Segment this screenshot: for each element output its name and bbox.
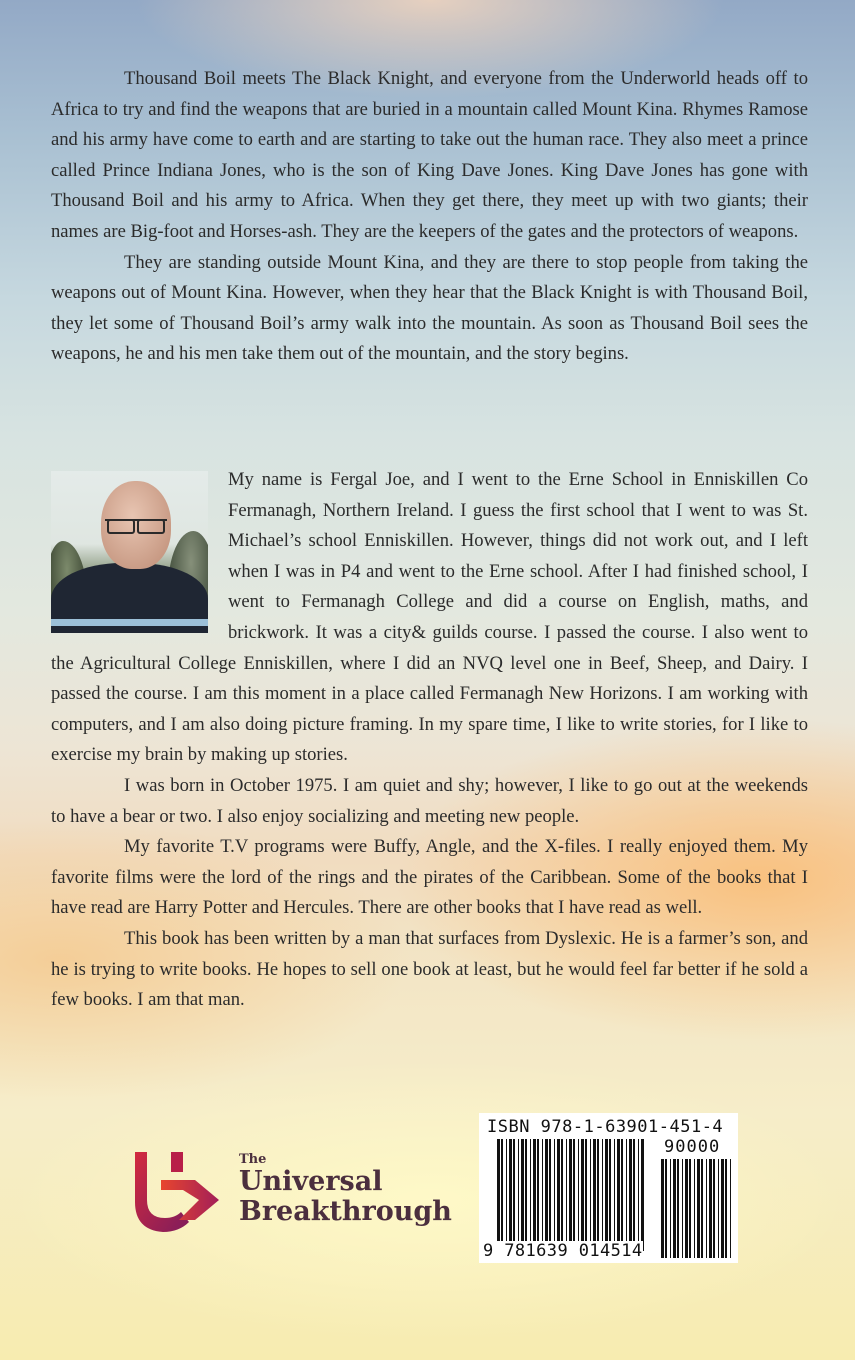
bio-paragraph: My name is Fergal Joe, and I went to the Erne School in Enniskillen Co Fermanagh, Northern Ireland. I guess the first school that I went to was St. Michael’s school Enniskillen. However, things did not work out, and I left when I was in P4 and went to the Erne school. After I had finished school, I went to Fermanagh College and did a course on English, maths, and brickwork. It was a city& guilds course. I passed the course. I also went to the Agricultural College Enniskillen, where I did an NVQ level one in Beef, Sheep, and Dairy. I passed the course. I am this moment in a place called Fermanagh New Horizons. I am working with computers, and I am also doing picture framing. In my spare time, I like to write stories, for I like to exercise my brain by making up stories. — [51, 469, 808, 766]
ean-digits: 9 781639 014514 — [483, 1241, 643, 1261]
isbn-barcode — [479, 1113, 738, 1263]
publisher-line-2: Breakthrough — [239, 1196, 452, 1227]
price-addon-code: 90000 — [664, 1137, 721, 1157]
publisher-line-1: Universal — [239, 1166, 383, 1197]
blurb-paragraph: They are standing outside Mount Kina, and they are there to stop people from taking the weapons out of Mount Kina. However, when they hear that the Black Knight is with Thousand Boil, they let some of Thousand Boil’s army walk into the mountain. As soon as Thousand Boil sees the weapons, he and his men take them out of the mountain, and the story begins. — [51, 251, 808, 365]
author-bio — [51, 465, 808, 1016]
publisher-logo-icon — [131, 1150, 221, 1232]
isbn-label: ISBN 978-1-63901-451-4 — [487, 1117, 724, 1137]
bio-paragraph: This book has been written by a man that surfaces from Dyslexic. He is a farmer’s son, and he is trying to write books. He hopes to sell one book at least, but he would feel far better if he sold a few books. I am that man. — [51, 927, 808, 1011]
bio-paragraph: My favorite T.V programs were Buffy, Angle, and the X-files. I really enjoyed them. My favorite films were the lord of the rings and the pirates of the Caribbean. Some of the books that I have read are Harry Potter and Hercules. There are other books that I have read as well. — [51, 836, 808, 919]
book-blurb — [51, 64, 808, 370]
author-photo — [51, 471, 208, 633]
bio-paragraph: I was born in October 1975. I am quiet and shy; however, I like to go out at the weekends to have a bear or two. I also enjoy socializing and meeting new people. — [51, 774, 808, 827]
publisher-the: The — [239, 1152, 267, 1167]
publisher-name — [239, 1152, 452, 1227]
blurb-paragraph: Thousand Boil meets The Black Knight, and everyone from the Underworld heads off to Africa to try and find the weapons that are buried in a mountain called Mount Kina. Rhymes Ramose and his army have come to earth and are starting to take out the human race. They also meet a prince called Prince Indiana Jones, who is the son of King Dave Jones. King Dave Jones has gone with Thousand Boil and his army to Africa. When they get there, they meet up with two giants; their names are Big-foot and Horses-ash. They are the keepers of the gates and the protectors of weapons. — [51, 68, 808, 242]
